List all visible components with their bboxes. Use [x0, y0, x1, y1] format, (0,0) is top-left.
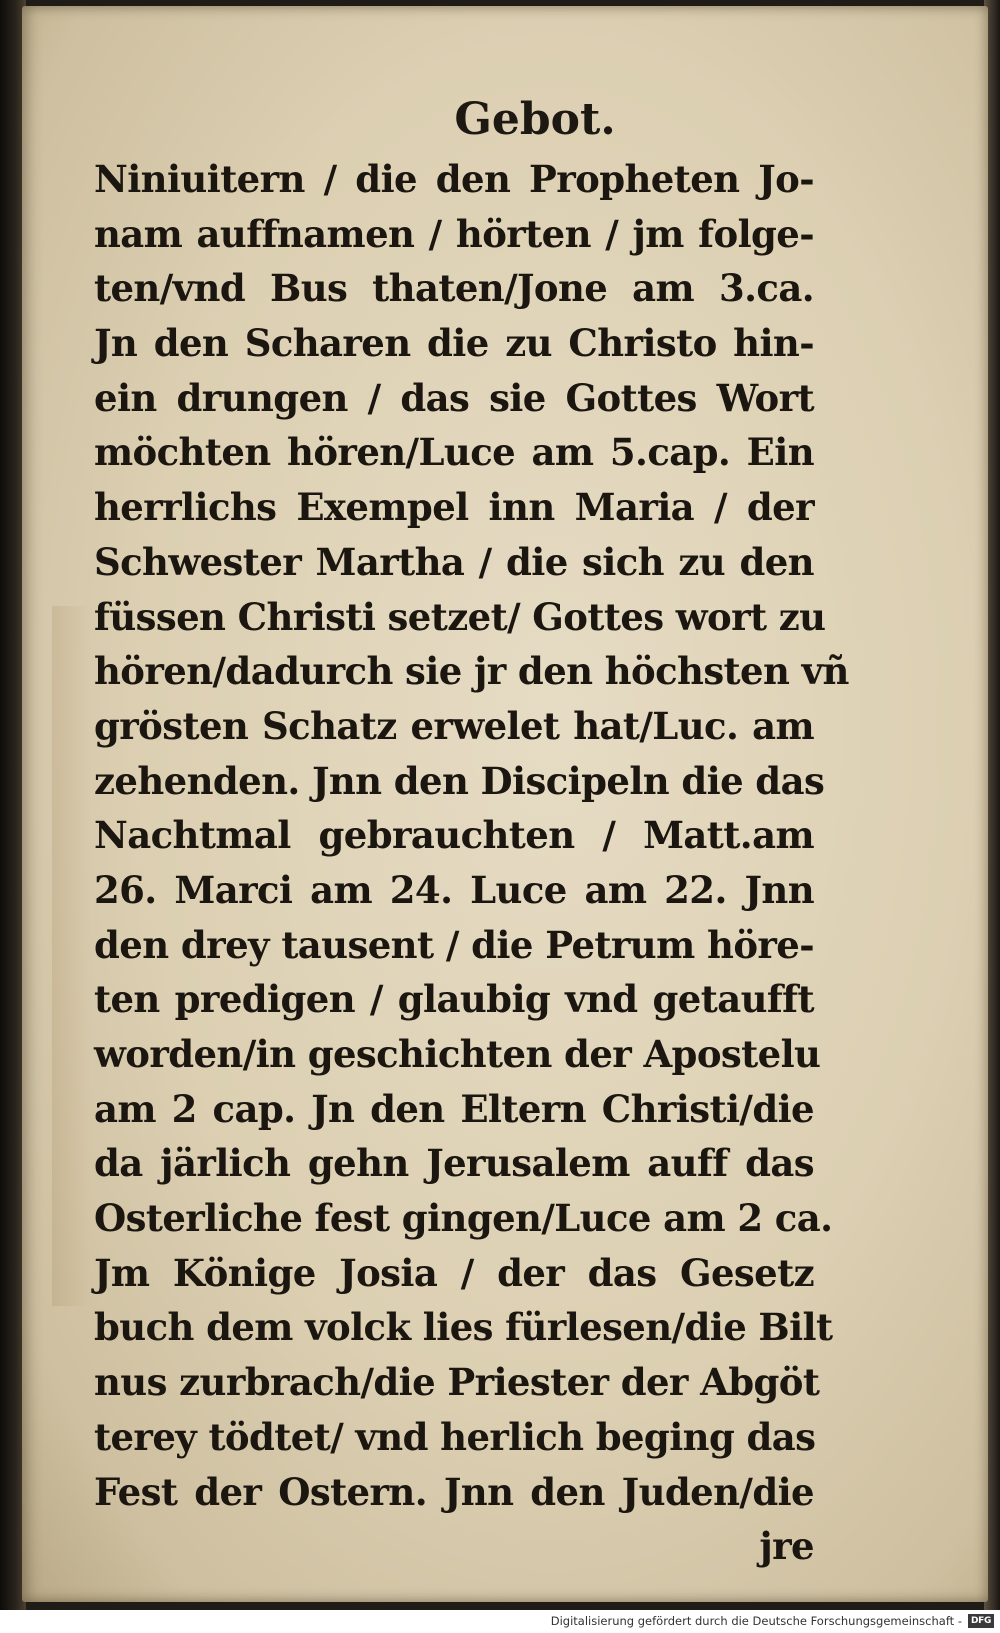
text-line: ten/vnd Bus thaten/Jone am 3.ca.	[94, 266, 814, 311]
paper-stain	[52, 606, 92, 1306]
paper-leaf	[22, 6, 988, 1602]
text-line: Fest der Ostern. Jnn den Juden/die	[94, 1469, 814, 1514]
text-line: terey tödtet/ vnd herlich beging das	[94, 1414, 816, 1459]
text-line: zehenden. Jnn den Discipeln die das	[94, 758, 825, 803]
text-line: Schwester Martha / die sich zu den	[94, 539, 814, 584]
text-line: ten predigen / glaubig vnd getaufft	[94, 977, 814, 1022]
text-line: am 2 cap. Jn den Eltern Christi/die	[94, 1086, 814, 1131]
text-line: den drey tausent / die Petrum höre-	[94, 922, 814, 967]
funding-credit: Digitalisierung gefördert durch die Deutsche Forschungsgemeinschaft -	[550, 1614, 962, 1628]
dfg-logo: DFG	[968, 1614, 994, 1628]
text-line: herrlichs Exempel inn Maria / der	[94, 485, 814, 530]
text-line: grösten Schatz erwelet hat/Luc. am	[94, 703, 814, 748]
text-block	[94, 152, 849, 1574]
running-header: Gebot.	[454, 94, 616, 145]
text-line: möchten hören/Luce am 5.cap. Ein	[94, 430, 814, 475]
text-line: Nachtmal gebrauchten / Matt.am	[94, 813, 814, 858]
text-line: nam auffnamen / hörten / jm folge-	[94, 211, 814, 256]
text-line: worden/in geschichten der Apostelu	[94, 1032, 821, 1076]
text-line: Niniuitern / die den Propheten Jo-	[94, 157, 814, 201]
text-line: nus zurbrach/die Priester der Abgöt	[94, 1360, 820, 1405]
text-line: Jm Könige Josia / der das Gesetz	[94, 1250, 814, 1295]
text-line: ein drungen / das sie Gottes Wort	[94, 375, 814, 420]
footer-bar	[0, 1610, 1000, 1633]
text-line: da järlich gehn Jerusalem auff das	[94, 1141, 814, 1186]
text-line: buch dem volck lies fürlesen/die Bilt	[94, 1305, 833, 1350]
text-line: füssen Christi setzet/ Gottes wort zu	[94, 594, 826, 639]
catchword: jre	[759, 1524, 814, 1569]
text-line: 26. Marci am 24. Luce am 22. Jnn	[94, 867, 814, 912]
text-line: Jn den Scharen die zu Christo hin-	[94, 321, 814, 366]
text-line: Osterliche fest gingen/Luce am 2 ca.	[94, 1196, 833, 1241]
text-line: hören/dadurch sie jr den höchsten vñ	[94, 649, 849, 694]
